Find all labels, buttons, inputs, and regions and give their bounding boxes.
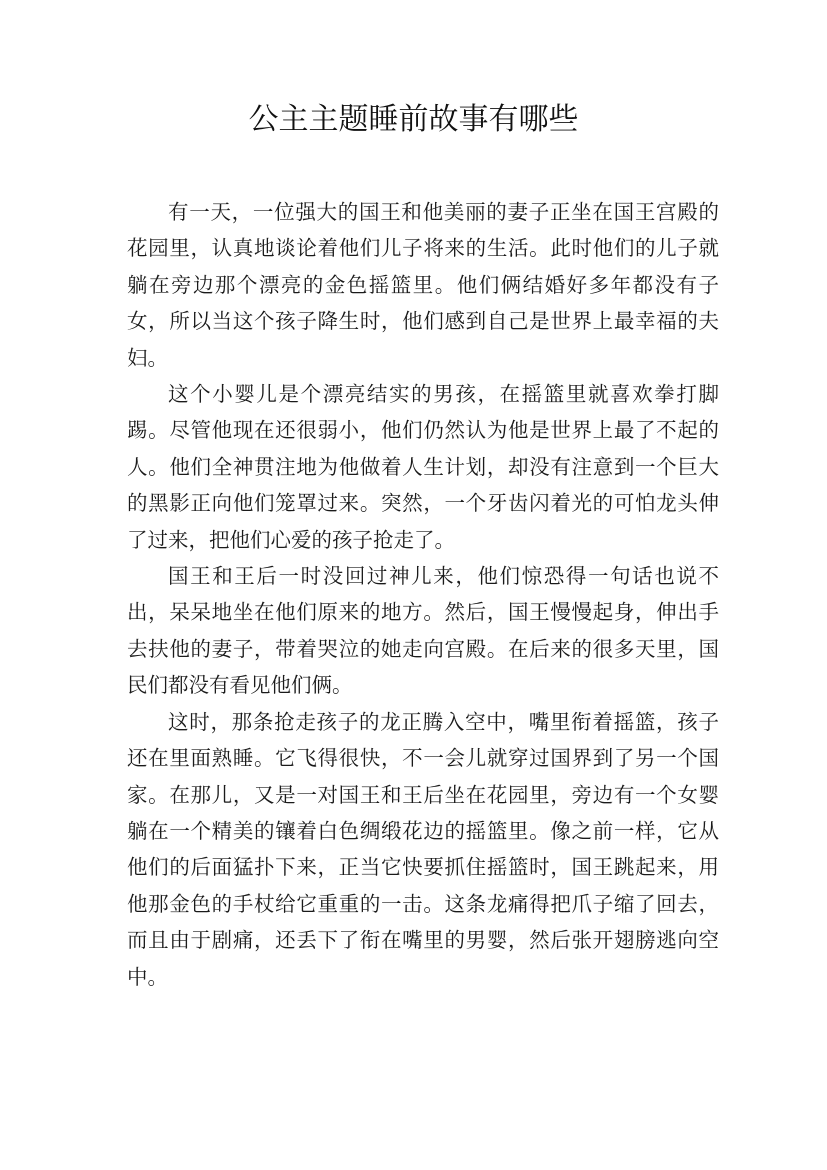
paragraph-2: 这个小婴儿是个漂亮结实的男孩，在摇篮里就喜欢拳打脚踢。尽管他现在还很弱小，他们仍然认为他是世界上最了不起的人。他们全神贯注地为他做着人生计划，却没有注意到一个巨大的黑影正向他们笼罩过来。突然，一个牙齿闪着光的可怕龙头伸了过来，把他们心爱的孩子抢走了。 <box>127 382 719 552</box>
document-body <box>127 194 719 995</box>
document-title: 公主主题睡前故事有哪些 <box>248 102 579 137</box>
paragraph-1: 有一天，一位强大的国王和他美丽的妻子正坐在国王宫殿的花园里，认真地谈论着他们儿子将来的生活。此时他们的儿子就躺在旁边那个漂亮的金色摇篮里。他们俩结婚好多年都没有子女，所以当这个孩子降生时，他们感到自己是世界上最幸福的夫妇。 <box>127 200 719 370</box>
paragraph-4: 这时，那条抢走孩子的龙正腾入空中，嘴里衔着摇篮，孩子还在里面熟睡。它飞得很快，不一会儿就穿过国界到了另一个国家。在那儿，又是一对国王和王后坐在花园里，旁边有一个女婴躺在一个精美的镶着白色绸缎花边的摇篮里。像之前一样，它从他们的后面猛扑下来，正当它快要抓住摇篮时，国王跳起来，用他那金色的手杖给它重重的一击。这条龙痛得把爪子缩了回去，而且由于剧痛，还丢下了衔在嘴里的男婴，然后张开翅膀逃向空中。 <box>127 709 719 989</box>
paragraph-3: 国王和王后一时没回过神儿来，他们惊恐得一句话也说不出，呆呆地坐在他们原来的地方。然后，国王慢慢起身，伸出手去扶他的妻子，带着哭泣的她走向宫殿。在后来的很多天里，国民们都没有看见他们俩。 <box>127 564 719 698</box>
